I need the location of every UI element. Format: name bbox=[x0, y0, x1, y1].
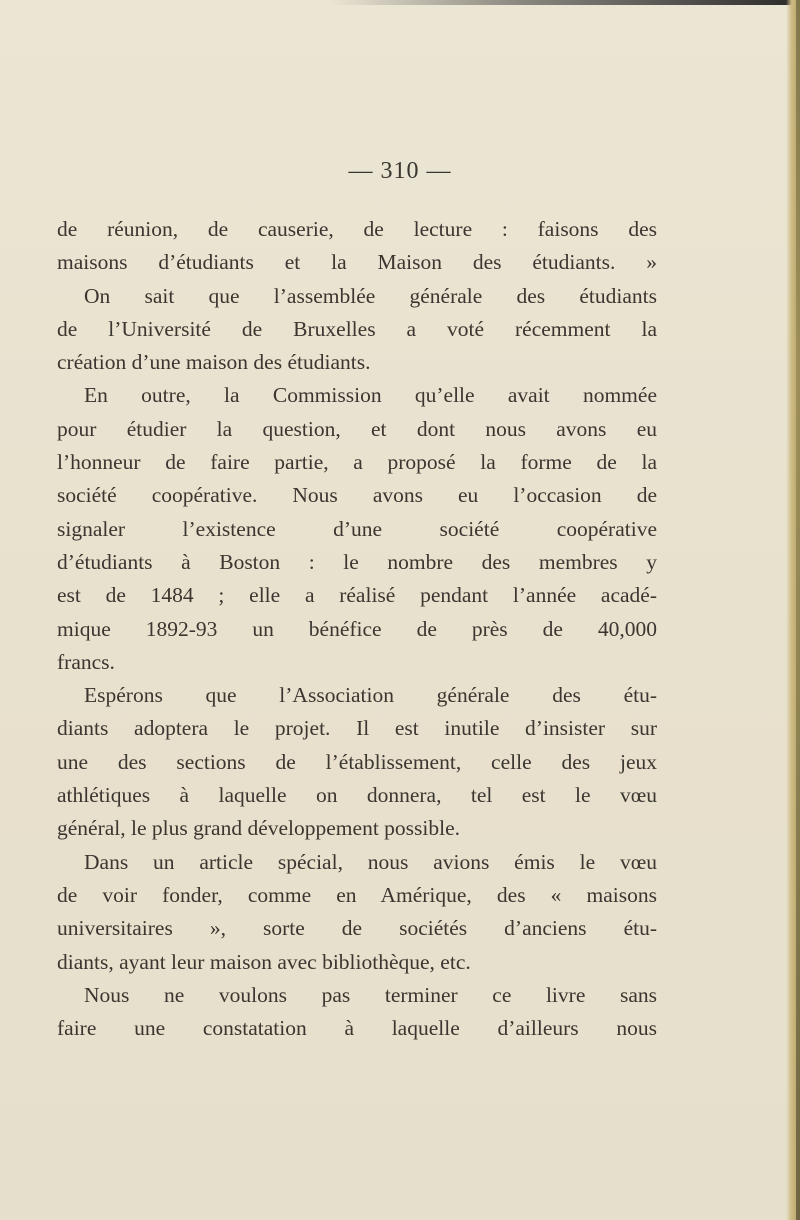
page-top-edge-shadow bbox=[330, 0, 800, 5]
text-line: diants adoptera le projet. Il est inutile d’insister sur bbox=[57, 716, 657, 741]
text-line: On sait que l’assemblée générale des étudiants bbox=[84, 283, 657, 308]
text-line: pour étudier la question, et dont nous avons eu bbox=[57, 416, 657, 441]
body-text bbox=[57, 213, 657, 1045]
text-line: création d’une maison des étudiants. bbox=[57, 350, 371, 375]
text-line: diants, ayant leur maison avec bibliothèque, etc. bbox=[57, 949, 471, 974]
text-line: Espérons que l’Association générale des étu- bbox=[84, 683, 657, 708]
text-line: En outre, la Commission qu’elle avait nommée bbox=[84, 383, 657, 408]
text-line: l’honneur de faire partie, a proposé la forme de la bbox=[57, 450, 657, 475]
text-line: est de 1484 ; elle a réalisé pendant l’année acadé- bbox=[57, 583, 657, 608]
text-line: de réunion, de causerie, de lecture : faisons des bbox=[57, 217, 657, 241]
text-line: société coopérative. Nous avons eu l’occasion de bbox=[57, 483, 657, 508]
text-line: de voir fonder, comme en Amérique, des « maisons bbox=[57, 882, 657, 907]
text-line: faire une constatation à laquelle d’ailleurs nous bbox=[57, 1016, 657, 1041]
text-line: universitaires », sorte de sociétés d’anciens étu- bbox=[57, 916, 657, 941]
text-line: signaler l’existence d’une société coopérative bbox=[57, 516, 657, 541]
text-line: maisons d’étudiants et la Maison des étudiants. » bbox=[57, 250, 657, 275]
text-line: francs. bbox=[57, 649, 115, 674]
text-line: de l’Université de Bruxelles a voté récemment la bbox=[57, 316, 657, 341]
text-line: général, le plus grand développement possible. bbox=[57, 816, 461, 841]
page-number: — 310 — bbox=[348, 158, 452, 184]
text-line: une des sections de l’établissement, celle des jeux bbox=[57, 749, 657, 774]
text-line: Nous ne voulons pas terminer ce livre sans bbox=[84, 982, 657, 1007]
text-line: athlétiques à laquelle on donnera, tel est le vœu bbox=[57, 783, 657, 808]
text-line: mique 1892-93 un bénéfice de près de 40,000 bbox=[57, 616, 657, 641]
text-line: Dans un article spécial, nous avions émis le vœu bbox=[84, 849, 657, 874]
text-line: d’étudiants à Boston : le nombre des membres y bbox=[57, 549, 657, 574]
